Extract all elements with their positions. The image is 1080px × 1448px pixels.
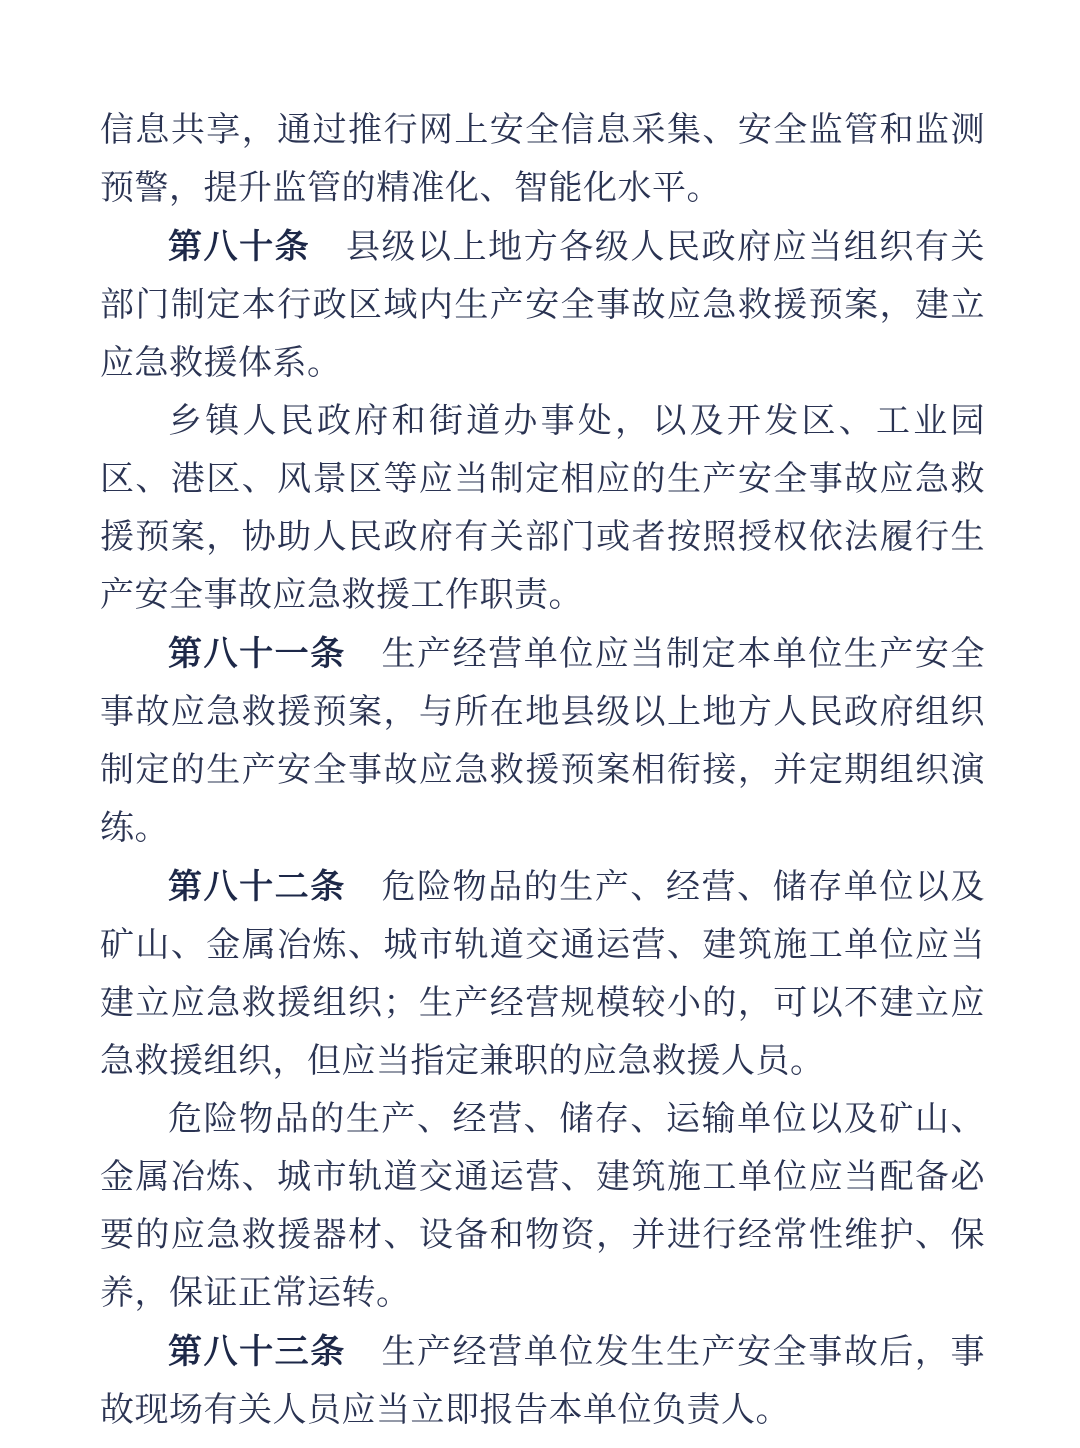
paragraph-text: 信息共享，通过推行网上安全信息采集、安全监管和监测预警，提升监管的精准化、智能化水平。 (100, 112, 985, 207)
paragraph-text: 危险物品的生产、经营、储存单位以及矿山、金属冶炼、城市轨道交通运营、建筑施工单位应当建立应急救援组织；生产经营规模较小的，可以不建立应急救援组织，但应当指定兼职的应急救援人员。 (100, 869, 985, 1080)
paragraph-article-80 (100, 218, 985, 393)
paragraph-continuation (100, 102, 985, 218)
paragraph-article-83 (100, 1323, 985, 1440)
paragraph-text: 危险物品的生产、经营、储存、运输单位以及矿山、金属冶炼、城市轨道交通运营、建筑施工单位应当配备必要的应急救援器材、设备和物资，并进行经常性维护、保养，保证正常运转。 (100, 1101, 985, 1312)
paragraph-text: 县级以上地方各级人民政府应当组织有关部门制定本行政区域内生产安全事故应急救援预案，建立应急救援体系。 (100, 229, 985, 382)
paragraph-text: 乡镇人民政府和街道办事处，以及开发区、工业园区、港区、风景区等应当制定相应的生产安全事故应急救援预案，协助人民政府有关部门或者按照授权依法履行生产安全事故应急救援工作职责。 (100, 403, 985, 614)
article-number: 第八十三条 (168, 1333, 346, 1371)
paragraph-text: 生产经营单位应当制定本单位生产安全事故应急救援预案，与所在地县级以上地方人民政府组织制定的生产安全事故应急救援预案相衔接，并定期组织演练。 (100, 636, 985, 847)
article-number: 第八十一条 (168, 635, 346, 673)
paragraph-article-80-clause-2 (100, 393, 985, 625)
paragraph-article-82 (100, 858, 985, 1091)
article-number: 第八十二条 (168, 868, 346, 906)
paragraph-article-81 (100, 625, 985, 858)
paragraph-article-82-clause-2 (100, 1091, 985, 1323)
article-number: 第八十条 (168, 228, 311, 266)
paragraph-text: 生产经营单位发生生产安全事故后，事故现场有关人员应当立即报告本单位负责人。 (100, 1334, 985, 1429)
